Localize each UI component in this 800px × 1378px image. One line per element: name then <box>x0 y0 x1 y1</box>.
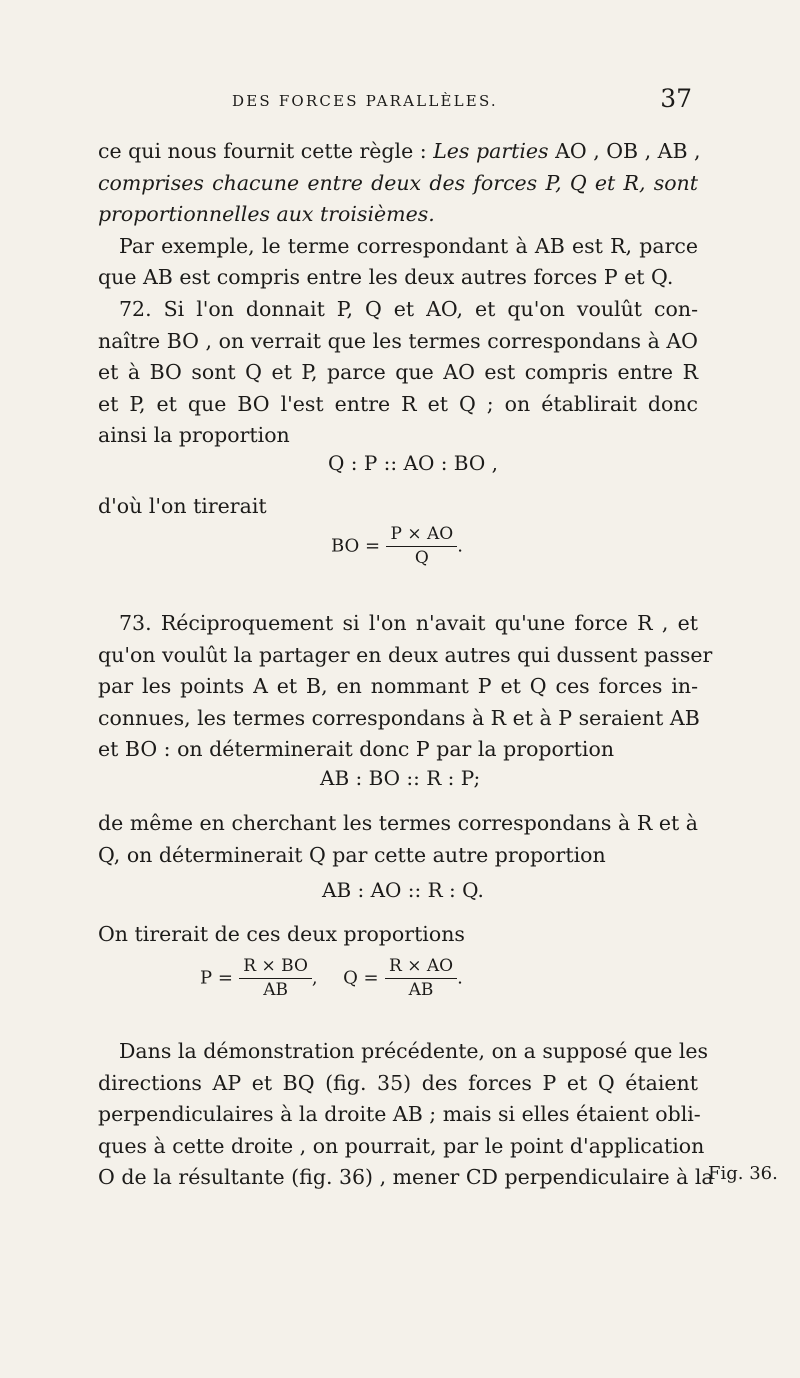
text-line: connues, les termes correspondans à R et à P seraient AB <box>98 705 700 730</box>
text-line: 72. Si l'on donnait P, Q et AO, et qu'on voulût con- <box>119 296 698 321</box>
proportion-1: Q : P :: AO : BO , <box>328 451 498 475</box>
fraction: $\frac{R \times BO}{AB}$ <box>239 956 312 1000</box>
text-line: par les points A et B, en nommant P et Q ces forces in- <box>98 674 698 699</box>
proportion-2: AB : BO :: R : P; <box>320 766 481 790</box>
text-line: ainsi la proportion <box>98 423 290 448</box>
whence-line: d'où l'on tirerait <box>98 494 267 518</box>
equation-p-q: P = $\frac{R \times BO}{AB}$ , Q = $\frac{R \times AO}{AB}$ . <box>200 956 463 1000</box>
paragraph-73 <box>98 608 713 766</box>
text-line: comprises chacune entre deux des forces P, Q et R, sont <box>98 170 698 195</box>
two-proportions-line: On tirerait de ces deux proportions <box>98 922 465 946</box>
text-line: et P, et que BO l'est entre R et Q ; on établirait donc <box>98 391 698 416</box>
text-line: perpendiculaires à la droite AB ; mais si elles étaient obli- <box>98 1102 701 1127</box>
page-header <box>232 84 692 122</box>
text-line: ques à cette droite , on pourrait, par le point d'application <box>98 1133 705 1158</box>
text-line: directions AP et BQ (fig. 35) des forces P et Q étaient <box>98 1070 698 1095</box>
text-line: que AB est compris entre les deux autres forces P et Q. <box>98 265 674 290</box>
text-line: de même en cherchant les termes correspondans à R et à <box>98 811 698 835</box>
text-line: qu'on voulût la partager en deux autres qui dussent passer <box>98 642 713 667</box>
text-line: naître BO , on verrait que les termes correspondans à AO <box>98 328 698 353</box>
paragraph-rule <box>98 136 701 452</box>
paragraph-de-meme <box>98 808 698 871</box>
text-line: Dans la démonstration précédente, on a supposé que les <box>119 1039 709 1063</box>
running-head: DES FORCES PARALLÈLES. <box>232 92 498 110</box>
text-line: Q, on déterminerait Q par cette autre proportion <box>98 842 606 867</box>
paragraph-demonstration <box>98 1036 714 1194</box>
fraction: $\frac{R \times AO}{AB}$ <box>385 956 457 1000</box>
proportion-3: AB : AO :: R : Q. <box>322 878 484 902</box>
text-line: O de la résultante (fig. 36) , mener CD perpendiculaire à la <box>98 1165 714 1190</box>
text-line: et BO : on déterminerait donc P par la proportion <box>98 737 615 762</box>
text-line: ce qui nous fournit cette règle : Les parties AO , OB , AB , <box>98 139 701 163</box>
figure-margin-note: Fig. 36. <box>708 1163 778 1184</box>
text-line: et à BO sont Q et P, parce que AO est compris entre R <box>98 360 698 385</box>
page-number: 37 <box>660 84 692 113</box>
text-line: Par exemple, le terme correspondant à AB est R, parce <box>119 233 698 258</box>
text-line: 73. Réciproquement si l'on n'avait qu'une force R , et <box>119 611 698 635</box>
fraction: $\frac{P \times AO}{Q}$ <box>386 524 457 568</box>
equation-bo: BO = $\frac{P \times AO}{Q}$ . <box>331 524 463 568</box>
text-line: proportionnelles aux troisièmes. <box>98 202 435 227</box>
